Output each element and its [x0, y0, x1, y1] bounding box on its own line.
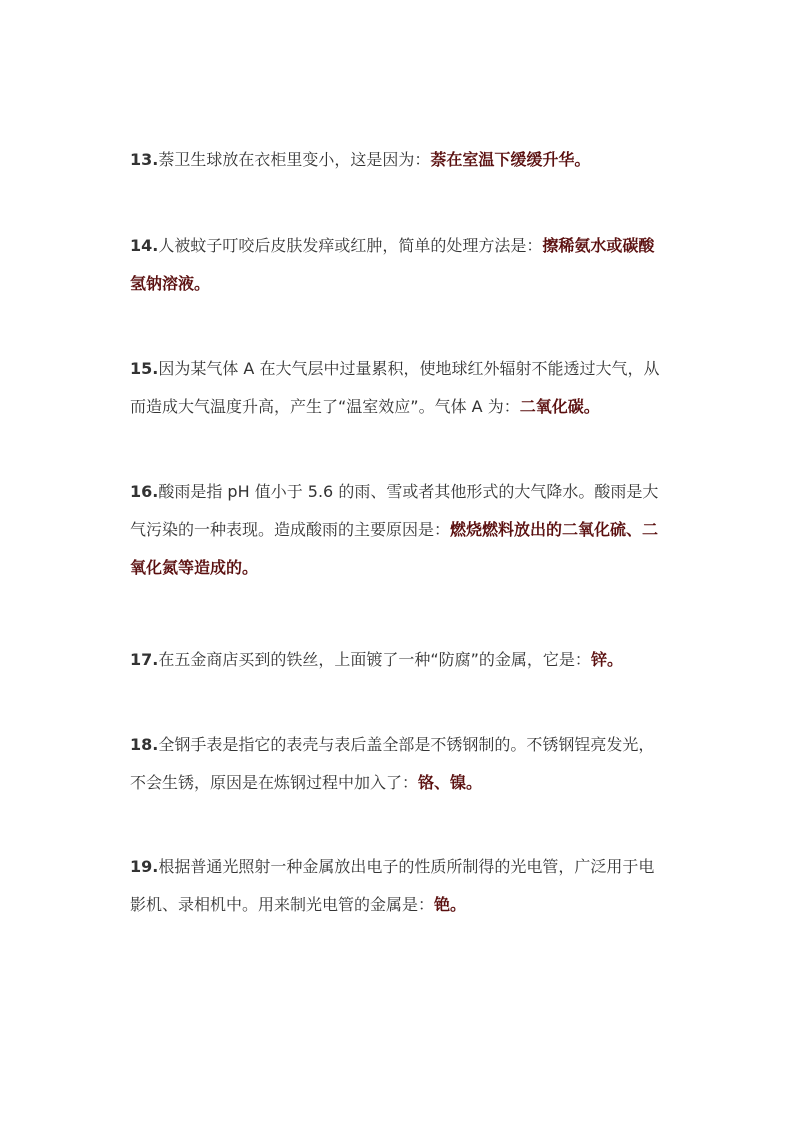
question-text: 酸雨是指 pH 值小于 5.6 的雨、雪或者其他形式的大气降水。酸雨是大气污染的一种表现。造成酸雨的主要原因是： [130, 482, 659, 539]
answer-text: 燃烧燃料放出的二氧化硫、二氧化氮等造成的。 [130, 520, 659, 577]
question-14 [130, 227, 670, 303]
question-17 [130, 641, 670, 679]
question-number: 19. [130, 857, 159, 876]
question-number: 18. [130, 735, 159, 754]
answer-text: 二氧化碳。 [519, 397, 600, 416]
answer-text: 擦稀氨水或碳酸氢钠溶液。 [130, 236, 655, 293]
answer-text: 锌。 [590, 650, 623, 669]
question-15 [130, 350, 670, 426]
question-text: 在五金商店买到的铁丝，上面镀了一种“防腐”的金属，它是： [158, 650, 591, 669]
question-text: 萘卫生球放在衣柜里变小，这是因为： [158, 150, 431, 169]
question-number: 13. [130, 150, 159, 169]
question-19 [130, 848, 670, 924]
answer-text: 铬、镍。 [418, 773, 483, 792]
question-number: 14. [130, 236, 159, 255]
question-text: 根据普通光照射一种金属放出电子的性质所制得的光电管，广泛用于电影机、录相机中。用来制光电管的金属是： [130, 857, 655, 914]
question-13 [130, 141, 670, 179]
question-18 [130, 726, 670, 802]
question-number: 17. [130, 650, 159, 669]
question-text: 因为某气体 A 在大气层中过量累积，使地球红外辐射不能透过大气，从而造成大气温度升高，产生了“温室效应”。气体 A 为： [130, 359, 660, 416]
question-text: 人被蚊子叮咬后皮肤发痒或红肿，简单的处理方法是： [158, 236, 543, 255]
answer-text: 铯。 [434, 895, 467, 914]
question-number: 16. [130, 482, 159, 501]
question-16 [130, 473, 670, 587]
answer-text: 萘在室温下缓缓升华。 [430, 150, 591, 169]
question-text: 全钢手表是指它的表壳与表后盖全部是不锈钢制的。不锈钢锃亮发光，不会生锈，原因是在炼钢过程中加入了： [130, 735, 655, 792]
question-number: 15. [130, 359, 159, 378]
